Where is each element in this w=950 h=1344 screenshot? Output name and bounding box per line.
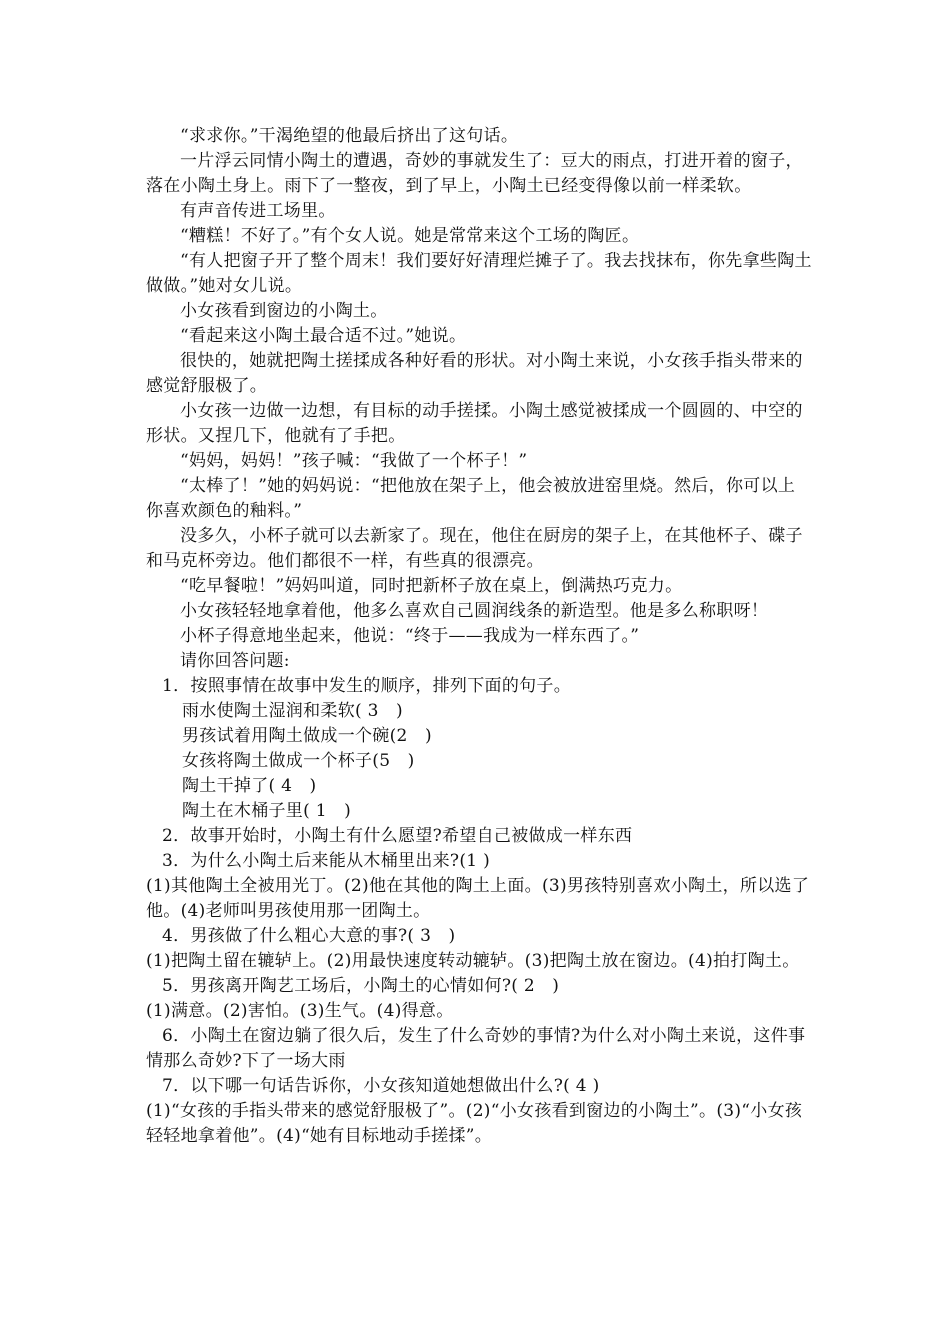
story-paragraph: 一片浮云同情小陶土的遭遇，奇妙的事就发生了：豆大的雨点，打进开着的窗子，落在小陶土身上。雨下了一整夜，到了早上，小陶土已经变得像以前一样柔软。: [146, 151, 803, 196]
story-paragraph: 小女孩轻轻地拿着他，他多么喜欢自己圆润线条的新造型。他是多么称职呀！: [180, 601, 769, 621]
question-7-options: (1)“女孩的手指头带来的感觉舒服极了”。(2)“小女孩看到窗边的小陶土”。(3)“小女孩轻轻地拿着他”。(4)“她有目标地动手搓揉”。: [146, 1101, 803, 1146]
question-1-item: 陶土干掉了( 4 ): [182, 776, 317, 796]
question-1-item: 雨水使陶土湿润和柔软( 3 ): [182, 701, 403, 721]
question-1: 1．按照事情在故事中发生的顺序，排列下面的句子。: [162, 676, 572, 696]
story-paragraph: “糟糕！不好了。”有个女人说。她是常常来这个工场的陶匠。: [180, 226, 640, 246]
story-paragraph: “妈妈，妈妈！”孩子喊：“我做了一个杯子！”: [180, 451, 528, 471]
story-paragraph: 小杯子得意地坐起来，他说：“终于——我成为一样东西了。”: [180, 626, 640, 646]
story-paragraph: “求求你。”干渴绝望的他最后挤出了这句话。: [180, 126, 519, 146]
document-body: [146, 124, 812, 1149]
question-5-options: (1)满意。(2)害怕。(3)生气。(4)得意。: [146, 1001, 454, 1021]
question-5: 5．男孩离开陶艺工场后，小陶土的心情如何?( 2 ): [162, 976, 560, 996]
question-4-options: (1)把陶土留在辘轳上。(2)用最快速度转动辘轳。(3)把陶土放在窗边。(4)拍打陶土。: [146, 951, 800, 971]
story-paragraph: “看起来这小陶土最合适不过。”她说。: [180, 326, 467, 346]
questions-prompt: 请你回答问题:: [180, 651, 290, 671]
story-paragraph: 有声音传进工场里。: [180, 201, 336, 221]
story-paragraph: “有人把窗子开了整个周末！我们要好好清理烂摊子了。我去找抹布，你先拿些陶土做做。”她对女儿说。: [146, 251, 812, 296]
story-paragraph: 小女孩一边做一边想，有目标的动手搓揉。小陶土感觉被揉成一个圆圆的、中空的形状。又捏几下，他就有了手把。: [146, 401, 803, 446]
question-1-item: 陶土在木桶子里( 1 ): [182, 801, 352, 821]
story-paragraph: “吃早餐啦！”妈妈叫道，同时把新杯子放在桌上，倒满热巧克力。: [180, 576, 683, 596]
question-1-item: 男孩试着用陶土做成一个碗(2 ): [182, 726, 432, 746]
story-paragraph: “太棒了！”她的妈妈说：“把他放在架子上，他会被放进窑里烧。然后，你可以上你喜欢颜色的釉料。”: [146, 476, 796, 521]
story-paragraph: 没多久，小杯子就可以去新家了。现在，他住在厨房的架子上，在其他杯子、碟子和马克杯旁边。他们都很不一样，有些真的很漂亮。: [146, 526, 803, 571]
question-3-options: (1)其他陶土全被用光丁。(2)他在其他的陶土上面。(3)男孩特别喜欢小陶土，所以选了他。(4)老师叫男孩使用那一团陶土。: [146, 876, 810, 921]
question-6: 6．小陶土在窗边躺了很久后，发生了什么奇妙的事情?为什么对小陶土来说，这件事情那么奇妙?下了一场大雨: [146, 1026, 806, 1071]
question-1-item: 女孩将陶土做成一个杯子(5 ): [182, 751, 415, 771]
question-3: 3．为什么小陶土后来能从木桶里出来?(1 ): [162, 851, 491, 871]
question-2: 2．故事开始时，小陶土有什么愿望?希望自己被做成一样东西: [162, 826, 633, 846]
question-4: 4．男孩做了什么粗心大意的事?( 3 ): [162, 926, 456, 946]
question-7: 7．以下哪一句话告诉你，小女孩知道她想做出什么?( 4 ): [162, 1076, 600, 1096]
story-paragraph: 小女孩看到窗边的小陶土。: [180, 301, 388, 321]
story-paragraph: 很快的，她就把陶土搓揉成各种好看的形状。对小陶土来说，小女孩手指头带来的感觉舒服极了。: [146, 351, 803, 396]
